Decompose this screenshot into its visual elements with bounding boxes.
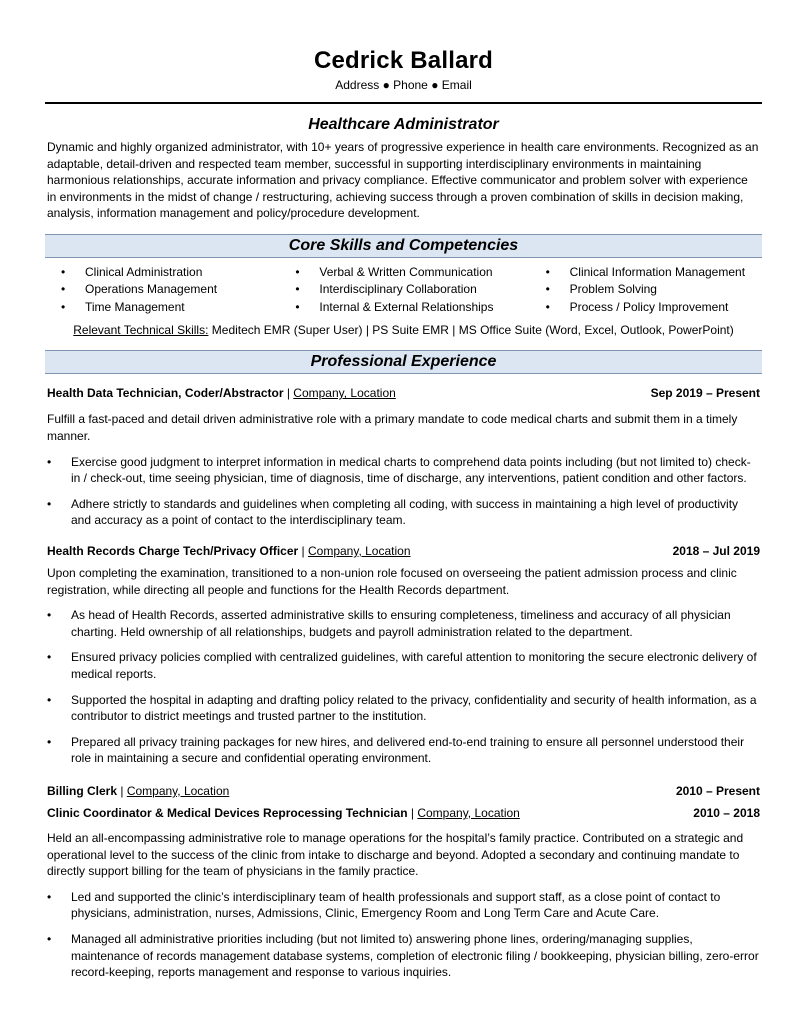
technical-skills-line (47, 322, 760, 338)
job-entry (47, 543, 760, 767)
job-bullets (47, 607, 760, 767)
skills-column-2 (281, 264, 531, 317)
job-dates: 2018 – Jul 2019 (672, 544, 760, 559)
job-title: Billing Clerk (47, 783, 118, 798)
skill-item: • Problem Solving (532, 281, 760, 299)
summary-paragraph: Dynamic and highly organized administrator, with 10+ years of progressive experience in health care environments. Recognized as an adaptable, detail-driven and respected team member, successful in supporting interdisciplinary environments in maintaining harmonious relationships, accurate information and privacy compliance. Effective communicator and problem solver with experience in environments in the midst of change / restructuring, achieving success through a proven combination of skills in decision making, analysis, information management and policy/procedure development. (47, 140, 759, 221)
technical-skills-label: Relevant Technical Skills: (73, 323, 209, 338)
job-header: Billing Clerk | Company, Location 2010 – Present (47, 783, 760, 798)
job-bullet: • Supported the hospital in adapting and drafting policy related to the privacy, confidentiality and security of health information, as a contributor to district meetings and trusted partner to the institution. (47, 692, 760, 725)
skills-column-1 (47, 264, 281, 317)
skill-item: • Interdisciplinary Collaboration (281, 281, 531, 299)
skill-item: • Internal & External Relationships (281, 299, 531, 317)
section-heading-experience: Professional Experience (45, 350, 762, 374)
job-bullet: • Managed all administrative priorities including (but not limited to) answering phone lines, ordering/managing supplies, maintenance of records management database systems, completion of electronic filing / bookkeeping, physician billing, zero-error record-keeping, reports management and response to various inquiries. (47, 931, 760, 981)
job-bullet: • Prepared all privacy training packages for new hires, and delivered end-to-end training to ensure all personnel understood their role in maintaining a secure and confidential operating environment. (47, 734, 760, 767)
job-header: Health Records Charge Tech/Privacy Officer | Company, Location 2018 – Jul 2019 (47, 544, 760, 559)
header-divider (45, 102, 762, 104)
skill-item: • Time Management (47, 299, 281, 317)
headline: Healthcare Administrator (308, 116, 499, 133)
skill-item: • Clinical Information Management (532, 264, 760, 282)
skill-item: • Clinical Administration (47, 264, 281, 282)
job-title: Clinic Coordinator & Medical Devices Reprocessing Technician (47, 805, 408, 820)
skill-item: • Process / Policy Improvement (532, 299, 760, 317)
job-company: Company, Location (417, 805, 520, 820)
job-header: Clinic Coordinator & Medical Devices Reprocessing Technician | Company, Location 2010 – 2018 (47, 805, 760, 820)
job-dates: 2010 – 2018 (693, 805, 760, 820)
job-company: Company, Location (308, 544, 411, 559)
job-header: Health Data Technician, Coder/Abstractor | Company, Location Sep 2019 – Present (47, 386, 760, 401)
skills-column-3 (532, 264, 760, 317)
section-heading-skills: Core Skills and Competencies (45, 234, 762, 258)
job-bullets (47, 889, 760, 981)
job-entry (47, 385, 760, 529)
job-bullet: • Ensured privacy policies complied with centralized guidelines, with careful attention to monitoring the secure electronic delivery of medical reports. (47, 649, 760, 682)
job-company: Company, Location (126, 783, 230, 798)
skill-item: • Verbal & Written Communication (281, 264, 531, 282)
job-dates: Sep 2019 – Present (650, 386, 760, 401)
skill-item: • Operations Management (47, 281, 281, 299)
job-bullets (47, 454, 760, 529)
job-description: Upon completing the examination, transitioned to a non-union role focused on overseeing the patient admission process and clinic registration, while directing all people and functions for the Health Records department. (47, 566, 737, 597)
job-bullet: • As head of Health Records, asserted administrative skills to ensuring completeness, timeliness and accuracy of all physician charting. Held ownership of all relationships, budgets and payroll administration related to the department. (47, 607, 760, 640)
job-entry (47, 805, 760, 981)
contact-line: Address ● Phone ● Email (335, 78, 472, 92)
job-title: Health Records Charge Tech/Privacy Officer (47, 544, 299, 559)
job-entry (47, 783, 760, 799)
technical-skills-value: Meditech EMR (Super User) | PS Suite EMR | MS Office Suite (Word, Excel, Outlook, PowerPoint) (208, 323, 734, 338)
job-bullet: • Led and supported the clinic’s interdisciplinary team of health professionals and support staff, as a close point of contact to physicians, administration, nurses, Admissions, Clinic, Emergency Room and Long Term Care and Acute Care. (47, 889, 760, 922)
job-bullet: • Exercise good judgment to interpret information in medical charts to comprehend data points including (but not limited to) check-in / check-out, time seeing physician, time of diagnosis, time of discharge, any interventions, patient condition and other factors. (47, 454, 760, 487)
job-title: Health Data Technician, Coder/Abstractor (47, 386, 284, 401)
candidate-name: Cedrick Ballard (313, 47, 494, 74)
job-description: Held an all-encompassing administrative role to manage operations for the hospital’s family practice. Contributed on a strategic and operational level to the success of the clinic from intake to discharge and beyond. Adopted a secondary and continuing mandate to directly support billing for the team of physicians in the family practice. (47, 830, 744, 879)
job-company: Company, Location (293, 386, 396, 401)
job-description: Fulfill a fast-paced and detail driven administrative role with a primary mandate to code medical charts and submit them in a timely manner. (47, 412, 738, 444)
skills-grid (47, 264, 760, 317)
job-dates: 2010 – Present (675, 783, 760, 798)
job-bullet: • Adhere strictly to standards and guidelines when completing all coding, with success in maintaining a high level of productivity and accuracy as a point of contact to the interdisciplinary team. (47, 496, 760, 529)
